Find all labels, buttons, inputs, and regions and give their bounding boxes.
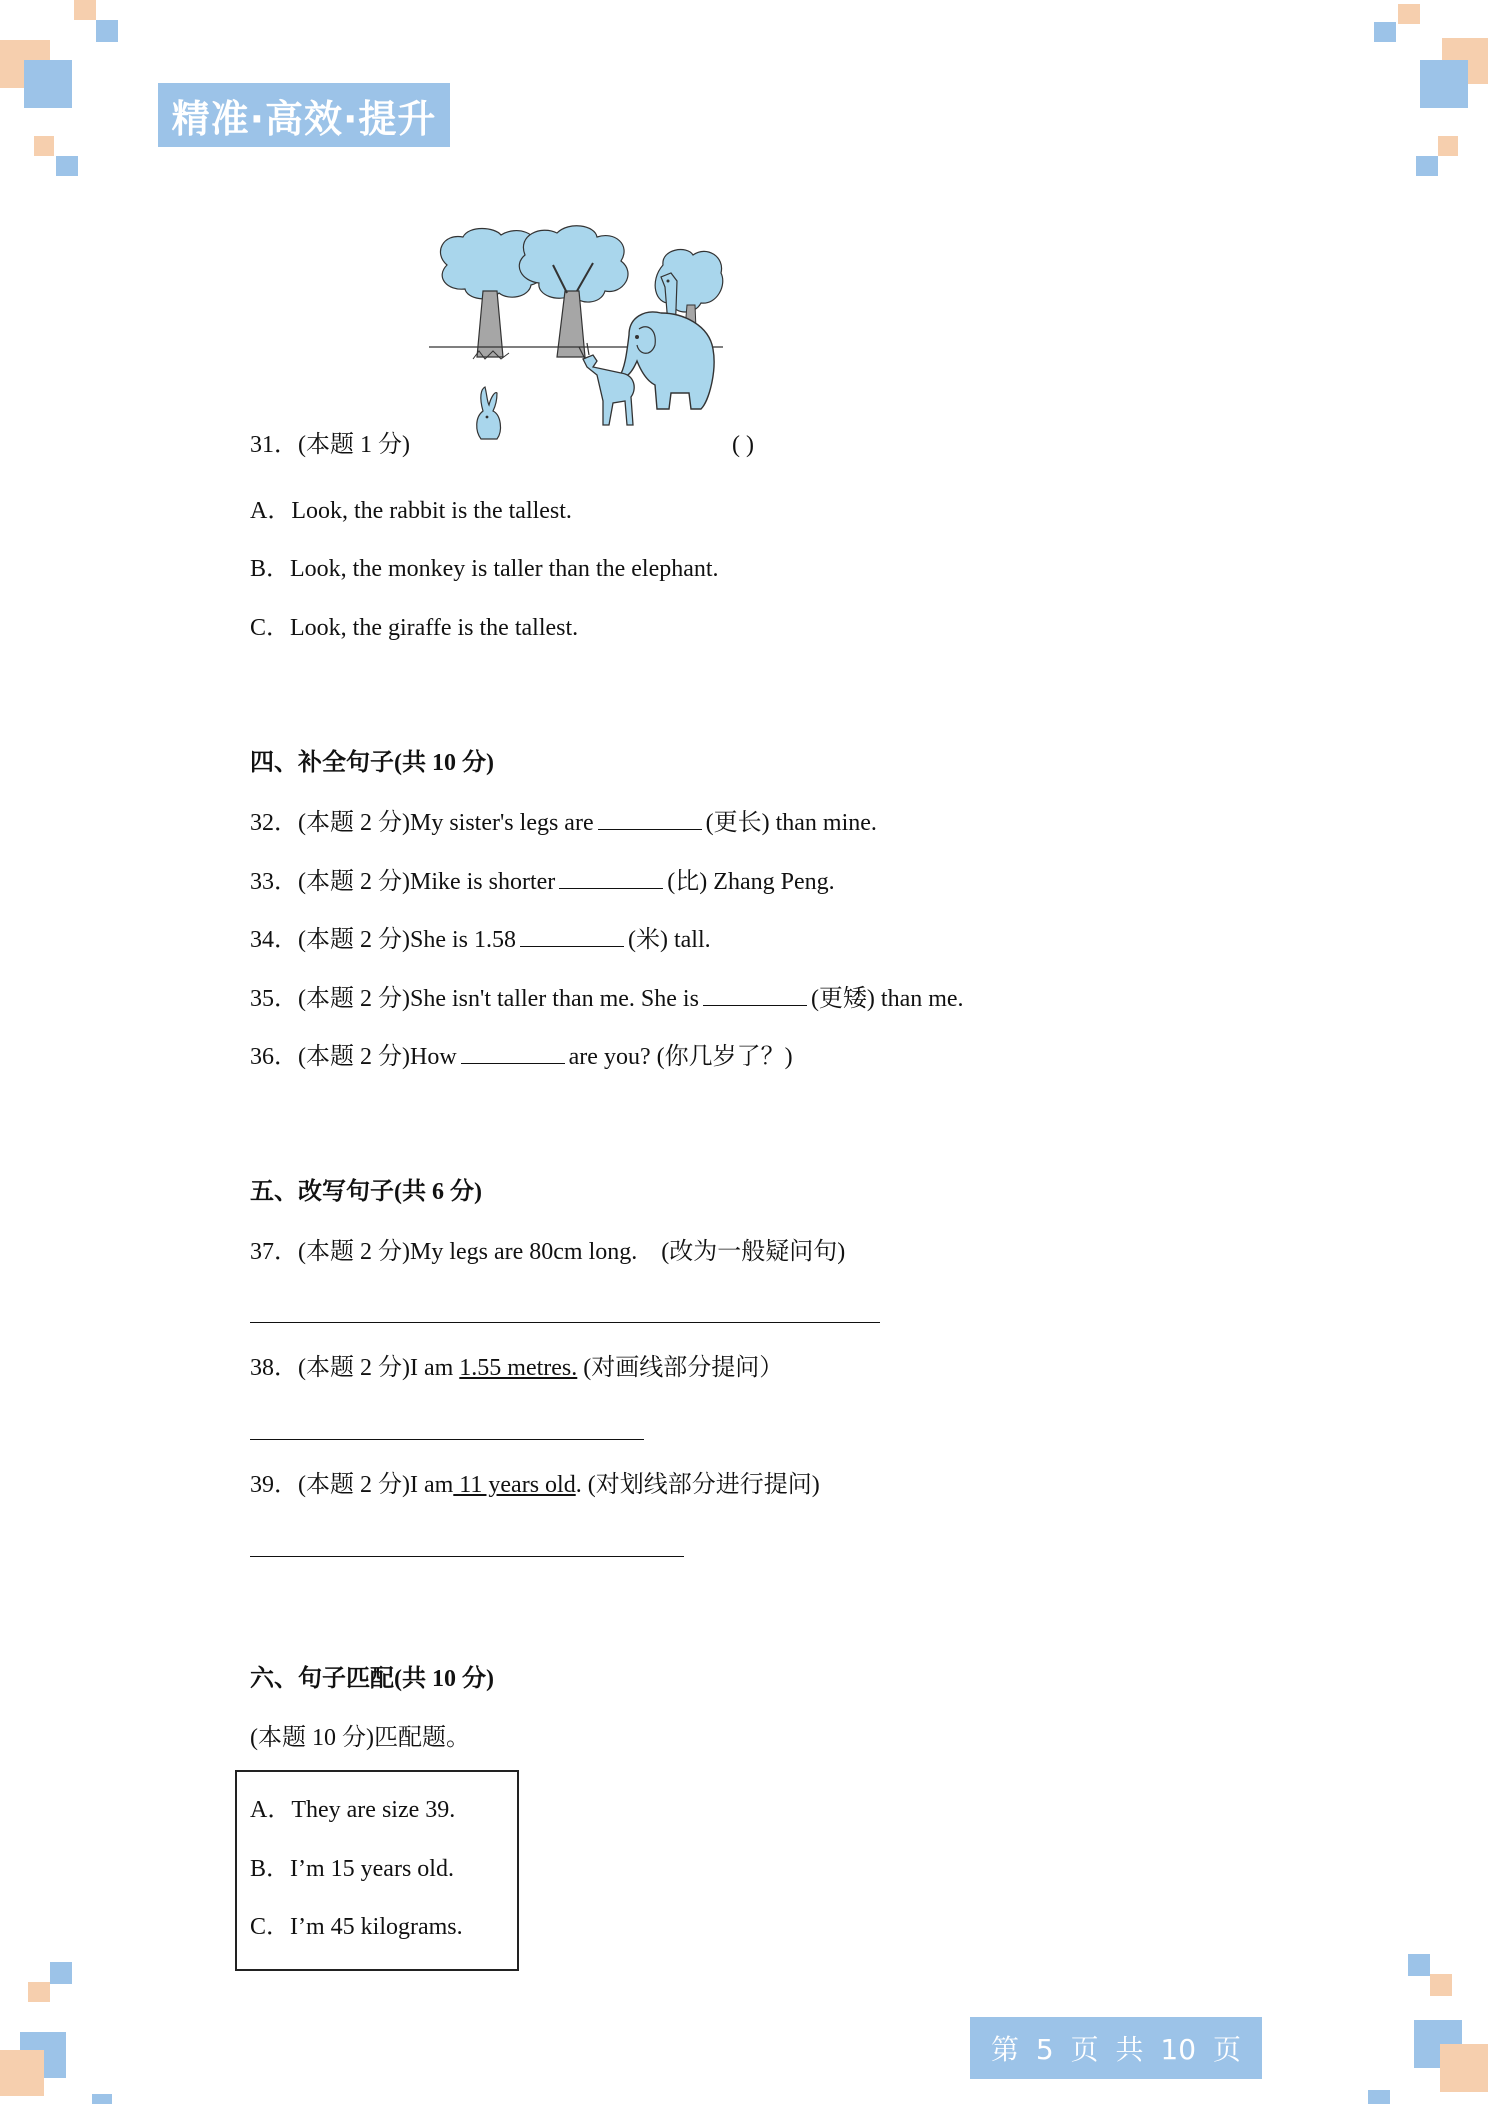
question-38-underlined: 1.55 metres. [459, 1355, 578, 1381]
question-33-text: 33．(本题 2 分)Mike is shorter [250, 869, 556, 895]
question-32-blank[interactable] [598, 807, 702, 830]
question-37-answer-line[interactable] [250, 1322, 880, 1323]
animals-forest-illustration [425, 225, 725, 457]
question-37-text: 37．(本题 2 分)My legs are 80cm long. (改为一般疑问句) [250, 1239, 846, 1265]
matching-option-c: C．I’m 45 kilograms. [250, 1914, 463, 1940]
section-6-heading: 六、句子匹配(共 10 分) [250, 1666, 494, 1692]
question-35-blank[interactable] [703, 983, 807, 1006]
page-number-footer: 第 5 页 共 10 页 [970, 2017, 1262, 2079]
question-31-answer-paren: ( ) [732, 432, 754, 458]
question-32-hint: (更长) than mine. [705, 810, 877, 836]
section-5-heading: 五、改写句子(共 6 分) [250, 1179, 482, 1205]
question-39-text: 39．(本题 2 分)I am [250, 1472, 454, 1498]
matching-option-b: B．I’m 15 years old. [250, 1856, 454, 1882]
question-34-hint: (米) tall. [628, 927, 711, 953]
question-39-instruction: . (对划线部分进行提问) [575, 1472, 820, 1498]
question-33-blank[interactable] [559, 866, 663, 889]
question-39-underlined: 11 years old [453, 1472, 576, 1498]
rabbit [477, 387, 501, 439]
question-31-option-b: B．Look, the monkey is taller than the elephant. [250, 556, 719, 582]
question-34 [250, 924, 711, 955]
matching-option-a: A．They are size 39. [250, 1797, 456, 1823]
question-35-text: 35．(本题 2 分)She isn't taller than me. She is [250, 986, 699, 1012]
question-35 [250, 983, 964, 1014]
section-6-intro: (本题 10 分)匹配题。 [250, 1725, 470, 1751]
question-39-answer-line[interactable] [250, 1556, 684, 1557]
question-38-instruction: (对画线部分提问） [577, 1355, 784, 1381]
question-33 [250, 866, 835, 897]
question-31-option-c: C．Look, the giraffe is the tallest. [250, 615, 579, 641]
question-31-option-a: A．Look, the rabbit is the tallest. [250, 498, 572, 524]
question-39 [250, 1470, 820, 1500]
question-34-text: 34．(本题 2 分)She is 1.58 [250, 927, 516, 953]
question-32-text: 32．(本题 2 分)My sister's legs are [250, 810, 594, 836]
question-38-text: 38．(本题 2 分)I am [250, 1355, 460, 1381]
question-32 [250, 807, 877, 838]
brand-banner: 精准·高效·提升 [158, 83, 450, 147]
question-36-hint: are you? (你几岁了？) [568, 1044, 793, 1070]
question-31-label: 31．(本题 1 分) [250, 432, 410, 458]
question-38 [250, 1353, 783, 1383]
question-36-blank[interactable] [461, 1041, 565, 1064]
section-4-heading: 四、补全句子(共 10 分) [250, 750, 494, 776]
question-36 [250, 1041, 793, 1072]
question-36-text: 36．(本题 2 分)How [250, 1044, 457, 1070]
question-35-hint: (更矮) than me. [810, 986, 964, 1012]
tree-middle [519, 226, 628, 357]
question-38-answer-line[interactable] [250, 1439, 644, 1440]
question-34-blank[interactable] [520, 924, 624, 947]
question-33-hint: (比) Zhang Peng. [667, 869, 835, 895]
